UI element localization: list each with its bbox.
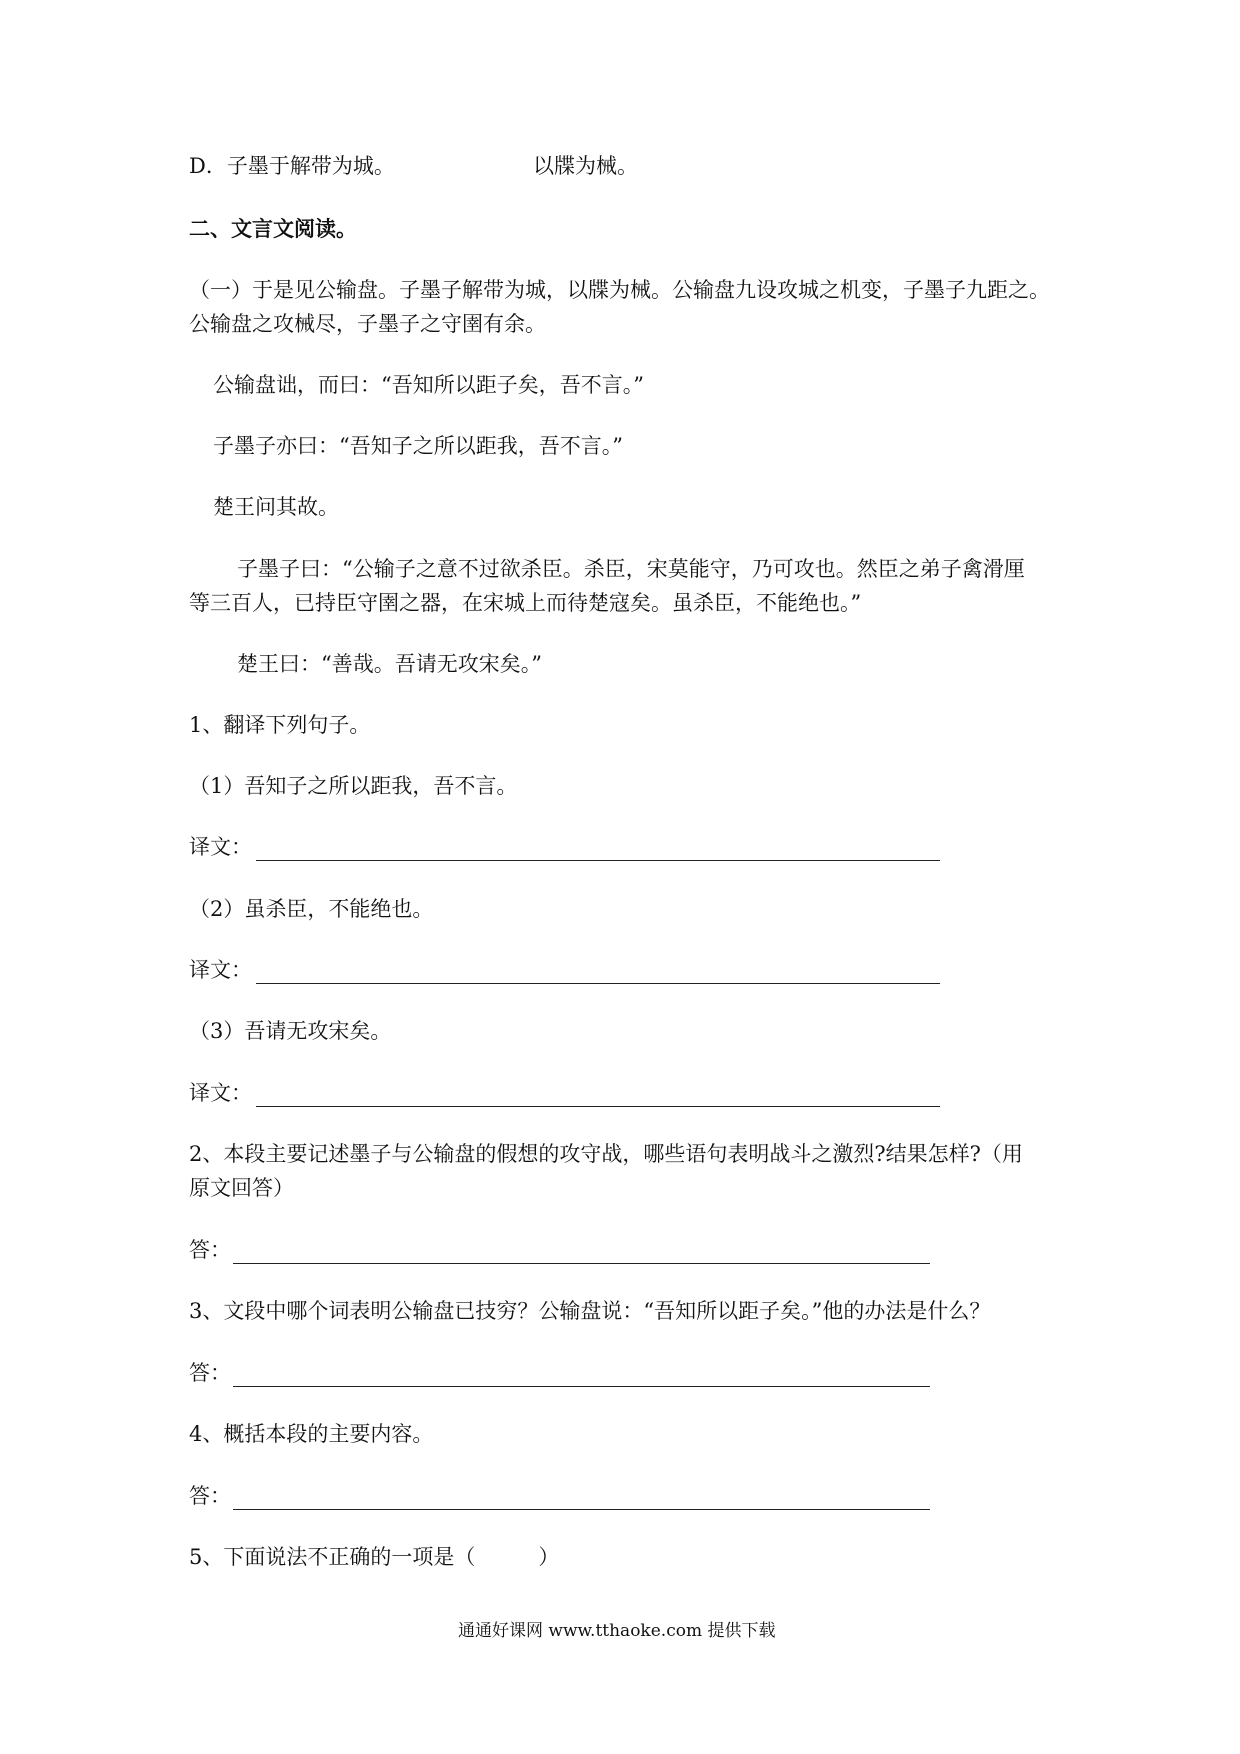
q2-text-line-2: 原文回答） xyxy=(189,1176,294,1200)
q2-answer-label: 答： xyxy=(189,1238,231,1262)
passage-line-2: 公输盘之攻械尽，子墨子之守圉有余。 xyxy=(189,312,546,336)
q1-answer-line-3[interactable] xyxy=(256,1106,940,1107)
q1-answer-line-2[interactable] xyxy=(256,983,940,984)
passage-line-4: 子墨子亦曰：“吾知子之所以距我，吾不言。” xyxy=(213,434,623,458)
q2-text-line-1: 2、本段主要记述墨子与公输盘的假想的攻守战，哪些语句表明战斗之激烈?结果怎样?（用 xyxy=(189,1142,1023,1166)
q1-answer-label-3: 译文： xyxy=(189,1081,252,1105)
q4-answer-label: 答： xyxy=(189,1484,231,1508)
passage-line-3: 公输盘诎，而曰：“吾知所以距子矣，吾不言。” xyxy=(213,373,644,397)
q1-sentence-1: （1）吾知子之所以距我，吾不言。 xyxy=(189,774,518,798)
q1-title: 1、翻译下列句子。 xyxy=(189,713,371,737)
q1-sentence-2: （2）虽杀臣，不能绝也。 xyxy=(189,897,434,921)
passage-line-8: 楚王曰：“善哉。吾请无攻宋矣。” xyxy=(237,652,542,676)
q3-answer-line[interactable] xyxy=(233,1386,930,1387)
q1-sentence-3: （3）吾请无攻宋矣。 xyxy=(189,1019,392,1043)
passage-line-5: 楚王问其故。 xyxy=(213,495,339,519)
q1-answer-label-2: 译文： xyxy=(189,958,252,982)
section-title: 二、文言文阅读。 xyxy=(189,216,357,241)
option-d-right: 以牒为械。 xyxy=(533,154,638,178)
passage-line-6: 子墨子曰：“公输子之意不过欲杀臣。杀臣，宋莫能守，乃可攻也。然臣之弟子禽滑厘 xyxy=(237,557,1025,581)
q3-answer-label: 答： xyxy=(189,1361,231,1385)
q5-text: 5、下面说法不正确的一项是（ ） xyxy=(189,1545,560,1569)
q4-text: 4、概括本段的主要内容。 xyxy=(189,1422,434,1446)
q3-text: 3、文段中哪个词表明公输盘已技穷？公输盘说：“吾知所以距子矣。”他的办法是什么？ xyxy=(189,1299,991,1323)
page-footer[interactable]: 通通好课网 www.tthaoke.com 提供下载 xyxy=(458,1621,776,1641)
passage-line-1: （一）于是见公输盘。子墨子解带为城，以牒为械。公输盘九设攻城之机变，子墨子九距之。 xyxy=(189,278,1050,302)
option-d-label: D．子墨于解带为城。 xyxy=(189,154,395,178)
q1-answer-line-1[interactable] xyxy=(256,860,940,861)
q4-answer-line[interactable] xyxy=(233,1509,930,1510)
passage-line-7: 等三百人，已持臣守圉之器，在宋城上而待楚寇矣。虽杀臣，不能绝也。” xyxy=(189,591,862,615)
q1-answer-label-1: 译文： xyxy=(189,835,252,859)
q2-answer-line[interactable] xyxy=(233,1263,930,1264)
